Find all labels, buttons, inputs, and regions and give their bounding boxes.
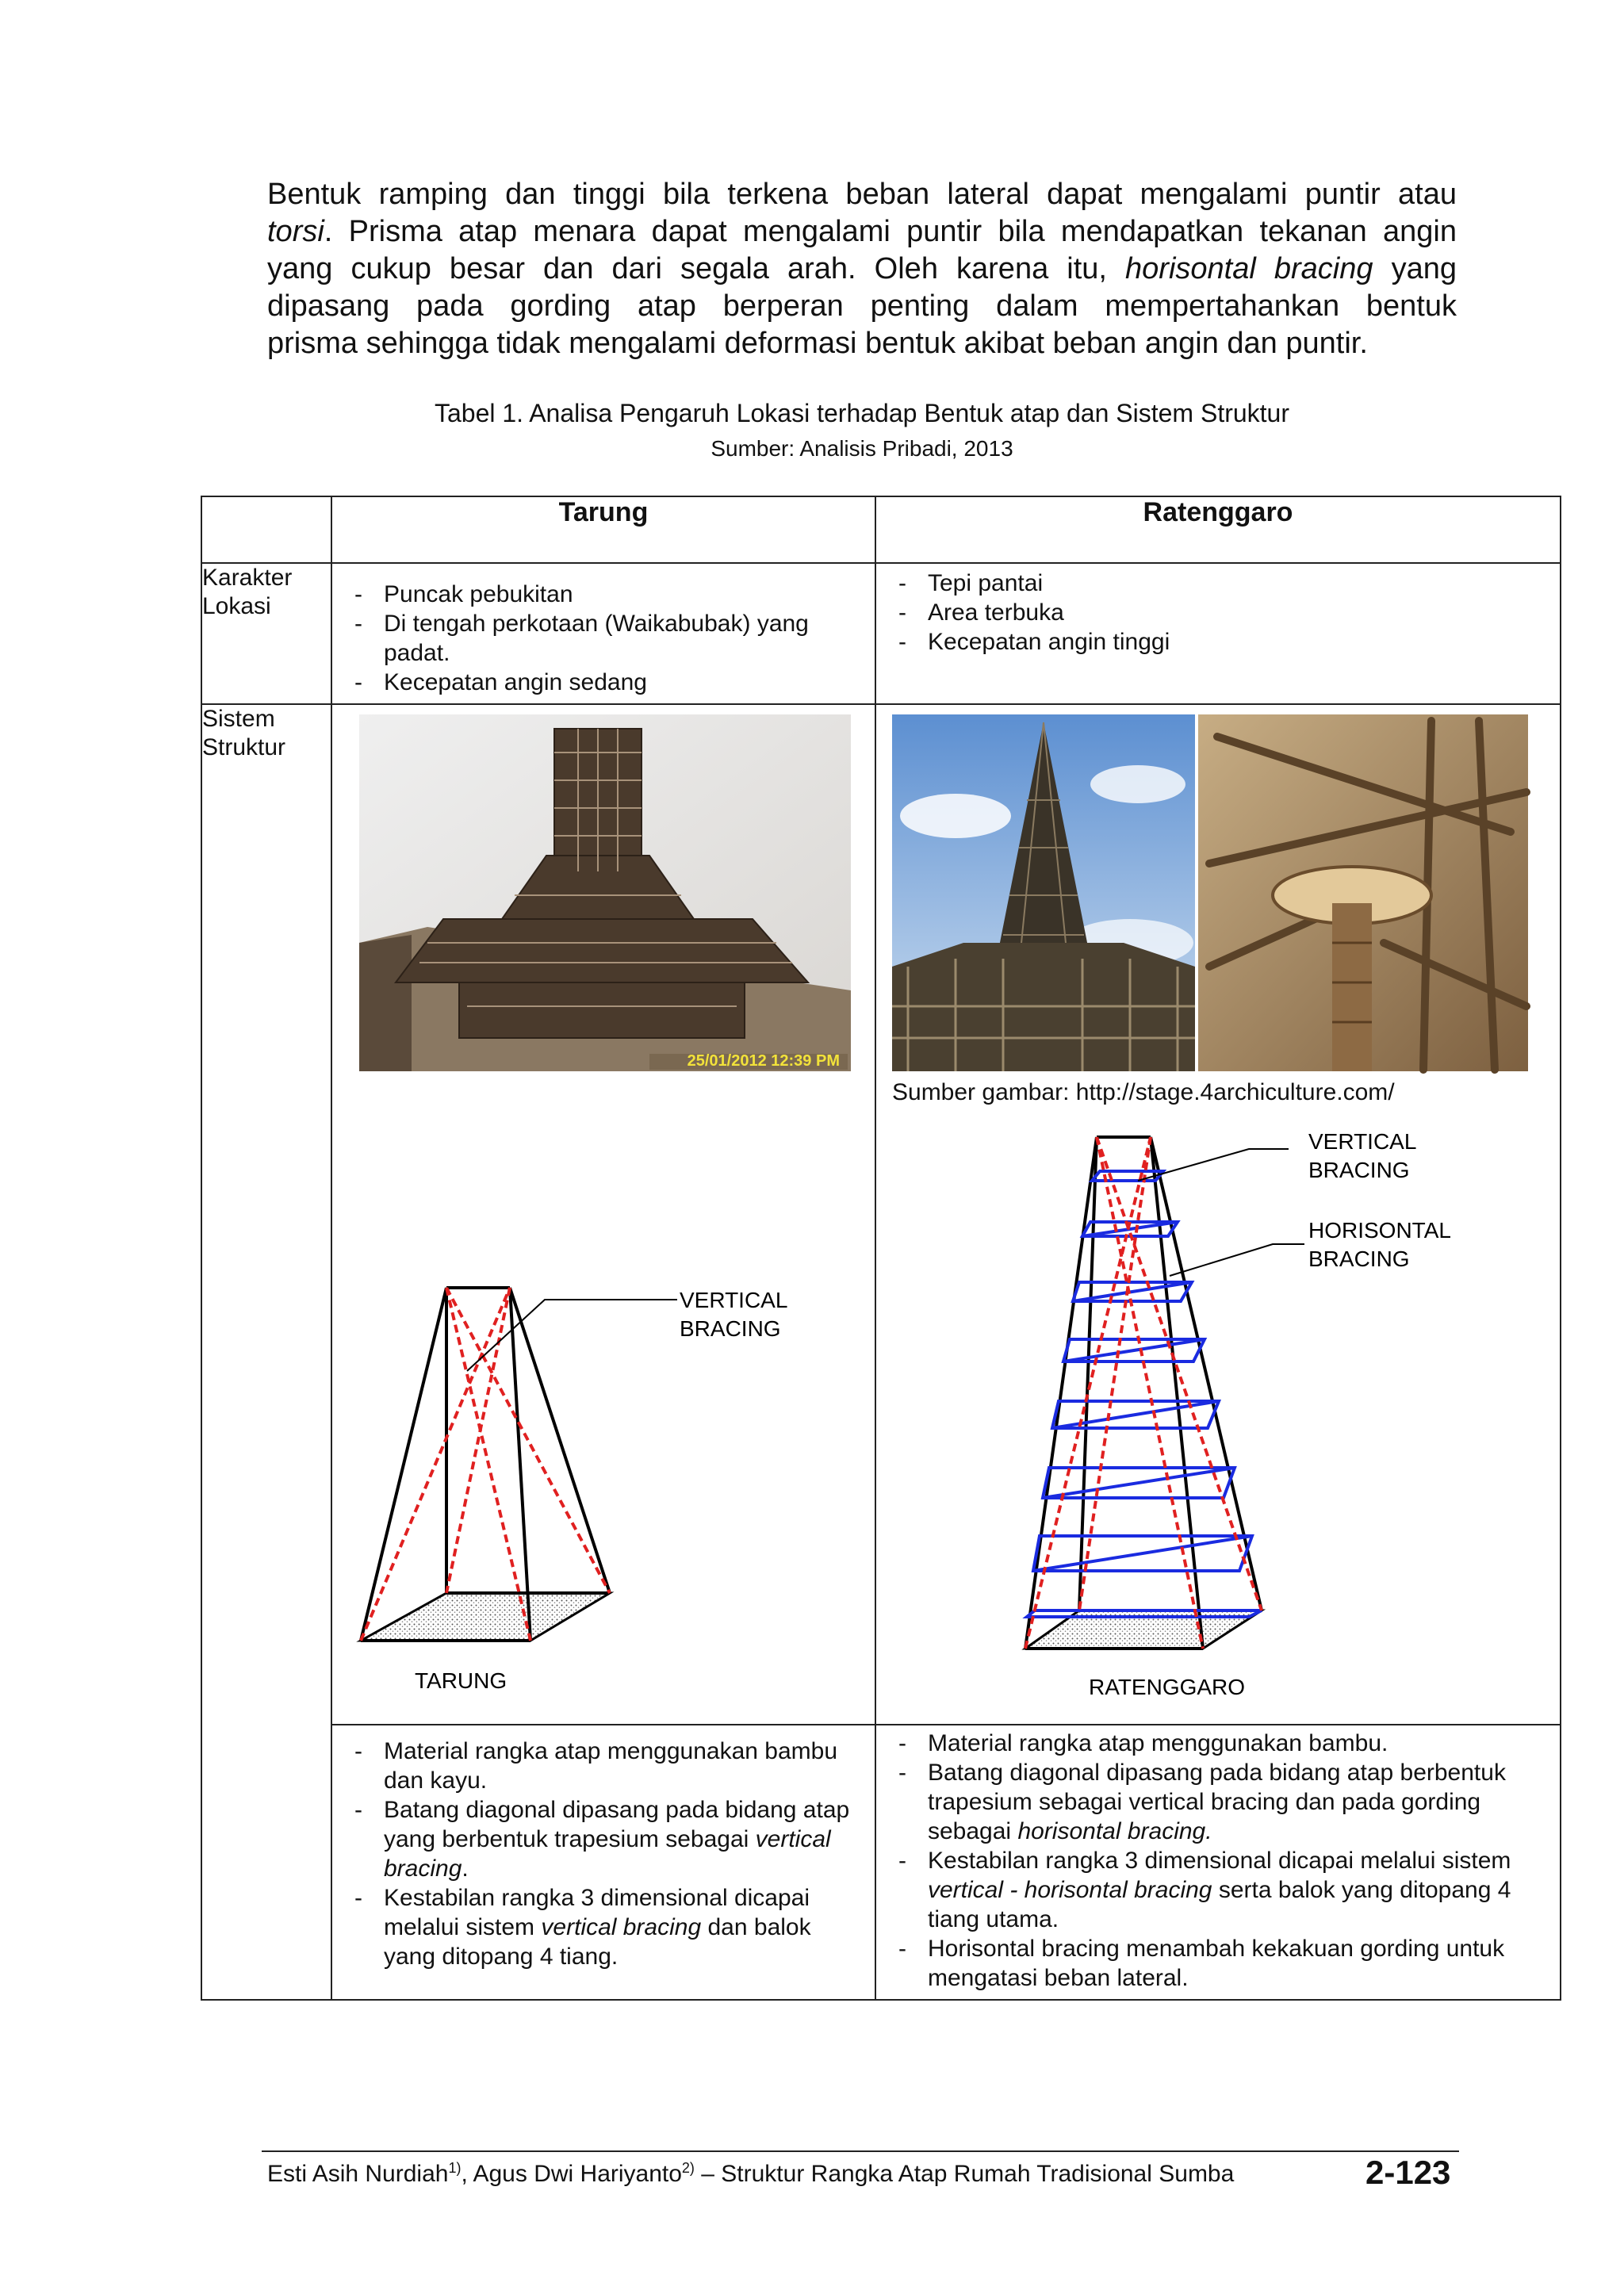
note-text: . <box>462 1855 469 1882</box>
intro-line <box>267 251 1457 288</box>
list-item: - Area terbuka <box>892 598 1544 627</box>
table-row-lokasi <box>201 563 1561 704</box>
ratenggaro-label-bracing-1: BRACING <box>1308 1158 1410 1182</box>
cell-tarung-notes <box>331 1725 875 2000</box>
intro-line: Bentuk ramping dan tinggi bila terkena beban lateral dapat mengalami puntir atau <box>267 178 1457 211</box>
list-ratenggaro-notes <box>876 1725 1560 1999</box>
page-number: 2-123 <box>1365 2154 1451 2191</box>
list-item <box>892 1846 1544 1934</box>
ratenggaro-label-bracing-2: BRACING <box>1308 1247 1410 1271</box>
photo-timestamp: 25/01/2012 12:39 PM <box>687 1052 840 1070</box>
note-text: dan balok yang ditopang 4 tiang. <box>384 1914 811 1970</box>
list-item: - Kecepatan angin sedang <box>348 668 859 697</box>
list-item: - Material rangka atap menggunakan bambu dan kayu. <box>348 1737 859 1795</box>
header-ratenggaro: Ratenggaro <box>875 496 1561 563</box>
footer-author1: Esti Asih Nurdiah <box>267 2161 449 2187</box>
row-label-lokasi: Karakter Lokasi <box>201 563 331 704</box>
analysis-table <box>201 496 1561 2001</box>
list-item: - Puncak pebukitan <box>348 580 859 609</box>
header-tarung: Tarung <box>331 496 875 563</box>
ratenggaro-detail-photo <box>1198 714 1528 1071</box>
cell-ratenggaro-notes <box>875 1725 1561 2000</box>
footer-citation <box>267 2160 1234 2188</box>
list-ratenggaro-lokasi <box>876 564 1560 663</box>
image-source: Sumber gambar: http://stage.4archiculture.com/ <box>892 1079 1395 1105</box>
ratenggaro-diagram-name: RATENGGARO <box>1089 1675 1246 1699</box>
ratenggaro-diagram <box>1025 1129 1451 1699</box>
intro-italic: torsi <box>267 215 324 248</box>
footer-author2: , Agus Dwi Hariyanto <box>461 2161 682 2187</box>
note-text: Batang diagonal dipasang pada bidang atap yang berbentuk trapesium sebagai <box>384 1797 850 1852</box>
intro-line: dipasang pada gording atap berperan penting dalam mempertahankan bentuk <box>267 289 1457 323</box>
tarung-diagram <box>361 1288 787 1693</box>
cell-ratenggaro-lokasi <box>875 563 1561 704</box>
ratenggaro-tower-photo <box>892 714 1195 1071</box>
note-text: Kestabilan rangka 3 dimensional dicapai melalui sistem <box>384 1885 810 1940</box>
ratenggaro-label-horisontal: HORISONTAL <box>1308 1218 1451 1243</box>
intro-text: . Prisma atap menara dapat mengalami puntir bila mendapatkan tekanan angin <box>324 215 1457 248</box>
tarung-diagram-name: TARUNG <box>415 1668 508 1693</box>
list-item <box>892 1758 1544 1846</box>
note-text: serta balok yang ditopang 4 tiang utama. <box>928 1877 1511 1932</box>
ratenggaro-label-vertical: VERTICAL <box>1308 1129 1417 1154</box>
list-item: - Kecepatan angin tinggi <box>892 627 1544 657</box>
note-italic: horisontal bracing. <box>1017 1818 1212 1844</box>
footer-sup1: 1) <box>448 2160 462 2176</box>
header-empty <box>201 496 331 563</box>
intro-text: yang <box>1373 252 1457 285</box>
list-item: - Di tengah perkotaan (Waikabubak) yang padat. <box>348 609 859 668</box>
note-italic: vertical bracing <box>384 1826 831 1882</box>
table-caption: Tabel 1. Analisa Pengaruh Lokasi terhadap Bentuk atap dan Sistem Struktur <box>434 399 1289 427</box>
ratenggaro-figures <box>876 705 1561 1724</box>
footer-title: – Struktur Rangka Atap Rumah Tradisional Sumba <box>694 2161 1235 2187</box>
list-item: - Tepi pantai <box>892 569 1544 598</box>
tarung-figures <box>332 705 876 1724</box>
table-row-struktur <box>201 704 1561 1725</box>
cell-ratenggaro-images <box>875 704 1561 1725</box>
cell-tarung-lokasi <box>331 563 875 704</box>
cell-tarung-images <box>331 704 875 1725</box>
tarung-label-vertical: VERTICAL <box>680 1288 788 1312</box>
footer-sup2: 2) <box>681 2160 695 2176</box>
note-italic: vertical bracing <box>541 1914 702 1940</box>
footer-divider <box>262 2150 1459 2152</box>
table-header-row <box>201 496 1561 563</box>
list-item: - Horisontal bracing menambah kekakuan gording untuk mengatasi beban lateral. <box>892 1934 1544 1993</box>
intro-line: prisma sehingga tidak mengalami deformasi bentuk akibat beban angin dan puntir. <box>267 327 1368 360</box>
list-item: - Material rangka atap menggunakan bambu. <box>892 1729 1544 1758</box>
tarung-label-bracing: BRACING <box>680 1316 781 1341</box>
intro-italic: horisontal bracing <box>1125 252 1373 285</box>
note-text: Batang diagonal dipasang pada bidang atap berbentuk trapesium sebagai vertical bracing dan pada gording sebagai <box>928 1760 1506 1844</box>
list-item <box>348 1883 859 1971</box>
note-italic: vertical - horisontal bracing <box>928 1877 1212 1903</box>
table-source: Sumber: Analisis Pribadi, 2013 <box>710 436 1013 461</box>
intro-text: yang cukup besar dan dari segala arah. Oleh karena itu, <box>267 252 1126 285</box>
list-tarung-notes <box>332 1725 875 1978</box>
list-tarung-lokasi <box>332 564 875 703</box>
row-label-struktur: Sistem Struktur <box>201 704 331 2000</box>
intro-line <box>267 213 1457 251</box>
tarung-model-photo <box>359 714 851 1071</box>
list-item <box>348 1795 859 1883</box>
table-row-notes <box>201 1725 1561 2000</box>
intro-paragraph <box>267 176 1457 362</box>
note-text: Kestabilan rangka 3 dimensional dicapai melalui sistem <box>928 1848 1511 1874</box>
